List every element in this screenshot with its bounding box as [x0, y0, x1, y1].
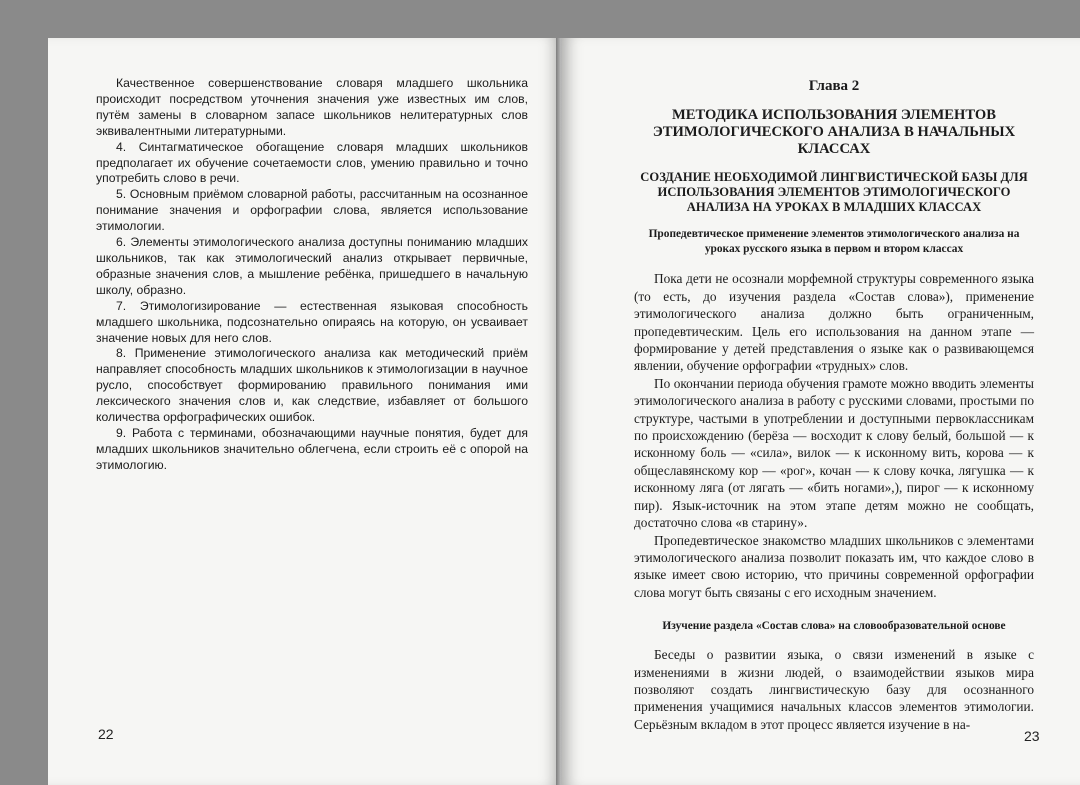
- left-paragraph: 7. Этимологизирование — естественная языковая способность младшего школьника, подсознательно опираясь на которую, он усваивает значение новых для него слов.: [96, 298, 528, 345]
- right-page-text: [634, 78, 1034, 733]
- chapter-title: МЕТОДИКА ИСПОЛЬЗОВАНИЯ ЭЛЕМЕНТОВ ЭТИМОЛОГИЧЕСКОГО АНАЛИЗА В НАЧАЛЬНЫХ КЛАССАХ: [652, 107, 1016, 158]
- left-paragraph: Качественное совершенствование словаря младшего школьника происходит посредством уточнения значения уже известных им слов, путём замены в словарном запасе школьников нелитературных слов эквивалентными литературными.: [96, 76, 528, 138]
- sub-heading: Изучение раздела «Состав слова» на словообразовательной основе: [662, 620, 1006, 633]
- left-paragraph: 5. Основным приёмом словарной работы, рассчитанным на осознанное понимание значения и орфографии слова, является использование этимологии.: [96, 187, 528, 234]
- left-paragraph: 9. Работа с терминами, обозначающими научные понятия, будет для младших школьников значительно облегчена, если строить её с опорой на этимологию.: [96, 425, 528, 472]
- subsection-title: Пропедевтическое применение элементов этимологического анализа на уроках русского языка в первом и втором классах: [648, 228, 1020, 255]
- left-page: [48, 38, 560, 785]
- left-paragraph: 6. Элементы этимологического анализа доступны пониманию младших школьников, так как этимологический анализ открывает первичные, образные значения слов, а мышление ребёнка, пришедшего в начальную школу, образно.: [96, 235, 528, 297]
- page-number-right: 23: [1024, 728, 1040, 744]
- chapter-label: Глава 2: [808, 78, 860, 94]
- right-page: [562, 38, 1080, 785]
- left-paragraph: 4. Синтагматическое обогащение словаря младших школьников предполагает их обучение сочетаемости слов, умению правильно и точно употребить слово в речи.: [96, 139, 528, 186]
- section-title: СОЗДАНИЕ НЕОБХОДИМОЙ ЛИНГВИСТИЧЕСКОЙ БАЗЫ ДЛЯ ИСПОЛЬЗОВАНИЯ ЭЛЕМЕНТОВ ЭТИМОЛОГИЧЕСКОГО АНАЛИЗА НА УРОКАХ В МЛАДШИХ КЛАССАХ: [640, 170, 1028, 215]
- right-paragraph: Пропедевтическое знакомство младших школьников с элементами этимологического анализа позволит показать им, что каждое слово в языке имеет свою историю, что причины современной орфографии слова могут быть связаны с его исходным значением.: [634, 532, 1034, 600]
- left-page-text: [96, 76, 528, 474]
- right-paragraph: По окончании периода обучения грамоте можно вводить элементы этимологического анализа в работу с русскими словами, простыми по структуре, частыми в употреблении и доступными первоклассникам по происхождению (берёза — восходит к слову белый, большой — к исконному боль — «сила», вилок — к исконному вить, корова — к общеславянскому кор — «рог», кочан — к слову кочка, лягушка — к исконному ляга (от лягать — «бить ногами»,), пирог — к исконному пир). Язык-источник на этом этапе детям можно не сообщать, достаточно слова «в старину».: [634, 375, 1034, 531]
- page-number-left: 22: [98, 726, 114, 742]
- left-paragraph: 8. Применение этимологического анализа как методический приём направляет способность младших школьников к этимологизации в научное русло, способствует формированию правильного понимания ими лексического значения слов и, как следствие, избавляет от большого количества орфографических ошибок.: [96, 346, 528, 425]
- right-paragraph: Беседы о развитии языка, о связи изменений в языке с изменениями в жизни людей, о взаимодействии языков мира позволяют создать лингвистическую базу для осознанного применения учащимися начальных классов элементов этимологии. Серьёзным вкладом в этот процесс является изучение в на-: [634, 647, 1034, 732]
- right-paragraph: Пока дети не осознали морфемной структуры современного языка (то есть, до изучения раздела «Состав слова»), применение этимологического анализа должно быть ограниченным, пропедевтическим. Цель его использования на данном этапе — формирование у детей представления о языке как о развивающемся явлении, обучение орфографии «трудных» слов.: [634, 271, 1034, 374]
